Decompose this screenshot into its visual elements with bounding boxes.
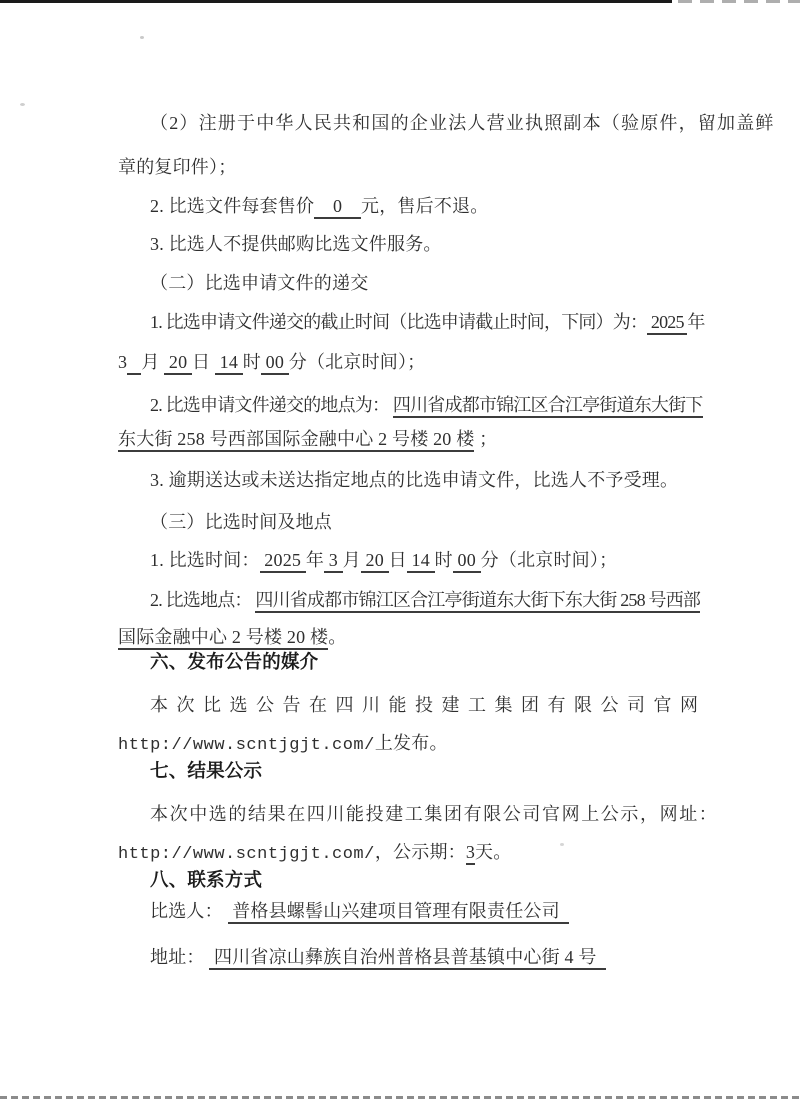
text-run: 2. 比选申请文件递交的地点为： [150,395,393,415]
text-run: 月 [141,352,165,372]
text-run: 年 [687,312,705,332]
underlined-address: 东大街 258 号西部国际金融中心 2 号楼 20 楼 [118,429,474,452]
heading-announcement-media [118,650,718,676]
underlined-blank [127,352,141,375]
document-body [118,0,775,970]
underlined-blank-price: 0 [314,196,361,219]
text-run: 日 [192,352,215,372]
line-submit-location-1 [118,392,718,418]
scan-edge-bottom-dashes [0,1096,800,1099]
line-announcement-site [118,692,718,718]
text-run: 3 [118,352,128,372]
underlined-contact-address: 四川省凉山彝族自治州普格县普基镇中心街 4 号 [209,947,606,970]
underlined-address: 四川省成都市锦江区合江亭街道东大街下 [393,395,703,418]
label-address: 地址： [150,947,210,967]
underlined-year: 2025 [260,550,306,573]
line-bixuan-ren [118,898,718,924]
heading-contact-info [118,868,718,894]
line-license-copy-2 [118,154,718,180]
underlined-month: 3 [324,550,343,573]
line-license-copy-1 [118,110,775,136]
text-run: 年 [305,550,325,570]
heading-text: 六、发布公告的媒介 [150,653,319,673]
heading-text: 八、联系方式 [150,871,263,891]
subsection-time-place [118,509,718,535]
line-no-mail-service [118,231,718,257]
underlined-minute: 00 [453,550,481,573]
line-late-delivery [118,467,718,493]
text-run: 上发布。 [374,733,448,753]
heading-result-publicity [118,759,718,785]
text-run: 时 [434,550,453,570]
line-bixuan-place-1 [118,587,718,613]
text-run: 天。 [475,842,512,862]
line-result-publicity [118,801,718,827]
line-deadline-1 [118,309,718,335]
line-document-price [118,193,718,219]
url-text: http://www.scntjgjt.com/ [118,736,375,755]
text-run: 1. 比选申请文件递交的截止时间（比选申请截止时间，下同）为： [150,312,648,332]
label-bixuan-ren: 比选人： [150,901,228,921]
text-run: 2. 比选地点： [150,590,256,610]
text-run: （三）比选时间及地点 [150,512,332,532]
text-run: （2）注册于中华人民共和国的企业法人营业执照副本（验原件，留加盖鲜 [150,113,775,133]
text-run: 2. 比选文件每套售价 [150,196,315,216]
underlined-day: 20 [361,550,389,573]
underlined-minute: 00 [261,352,289,375]
line-bixuan-place-2 [118,624,718,650]
underlined-address: 国际金融中心 2 号楼 20 楼 [118,627,328,650]
text-run: 本次比选公告在四川能投建工集团有限公司官网 [150,695,707,715]
text-run: 元，售后不退。 [361,196,489,216]
underlined-company-name: 普格县螺髻山兴建项目管理有限责任公司 [228,901,570,924]
underlined-hour: 14 [215,352,243,375]
line-bixuan-time [118,547,718,573]
underlined-publicity-days: 3 [466,842,475,865]
underlined-address: 四川省成都市锦江区合江亭街道东大街下东大街 258 号西部 [255,590,700,613]
underlined-day: 20 [164,352,192,375]
text-run: 日 [388,550,407,570]
line-address [118,944,718,970]
underlined-year: 2025 [647,312,687,335]
line-announcement-url [118,730,718,759]
text-run: 分（北京时间）； [480,550,618,570]
text-run: 本次中选的结果在四川能投建工集团有限公司官网上公示，网址： [150,804,719,824]
line-submit-location-2 [118,426,718,452]
text-run: ； [474,429,498,449]
heading-text: 七、结果公示 [150,762,263,782]
line-result-url [118,839,718,868]
text-run: 时 [242,352,261,372]
text-run: （二）比选申请文件的递交 [150,273,369,293]
text-run: 3. 逾期送达或未送达指定地点的比选申请文件，比选人不予受理。 [150,470,679,490]
url-text: http://www.scntjgjt.com/ [118,845,375,864]
line-deadline-2 [118,349,718,375]
scan-speck [20,103,25,106]
text-run: 分（北京时间）； [288,352,426,372]
underlined-hour: 14 [407,550,435,573]
subsection-submission [118,270,718,296]
text-run: 3. 比选人不提供邮购比选文件服务。 [150,234,442,254]
text-run: 月 [342,550,361,570]
text-run: ，公示期： [374,842,466,862]
text-run: 章的复印件）； [118,157,237,177]
text-run: 。 [328,627,347,647]
text-run: 1. 比选时间： [150,550,260,570]
